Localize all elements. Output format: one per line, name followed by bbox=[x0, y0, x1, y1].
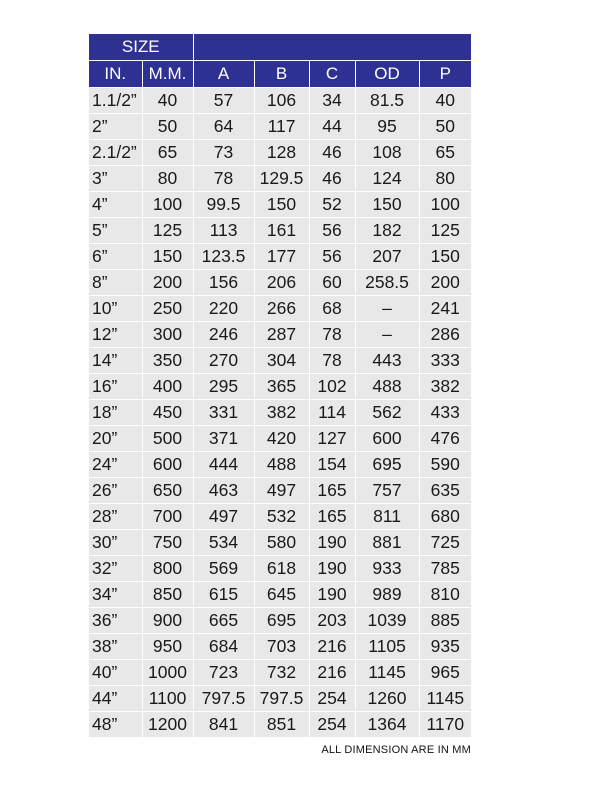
size-header: SIZE bbox=[89, 34, 193, 61]
cell-p: 1170 bbox=[419, 712, 471, 738]
cell-b: 304 bbox=[254, 348, 309, 374]
cell-mm: 700 bbox=[142, 504, 193, 530]
cell-b: 161 bbox=[254, 218, 309, 244]
cell-in: 3” bbox=[89, 166, 142, 192]
column-header-c: C bbox=[309, 61, 355, 88]
cell-in: 20” bbox=[89, 426, 142, 452]
cell-b: 365 bbox=[254, 374, 309, 400]
table-row bbox=[89, 270, 471, 296]
cell-b: 128 bbox=[254, 140, 309, 166]
cell-c: 78 bbox=[309, 322, 355, 348]
cell-c: 190 bbox=[309, 582, 355, 608]
header-row-columns bbox=[89, 61, 471, 88]
cell-p: 476 bbox=[419, 426, 471, 452]
cell-c: 46 bbox=[309, 166, 355, 192]
cell-mm: 350 bbox=[142, 348, 193, 374]
cell-a: 463 bbox=[193, 478, 254, 504]
cell-a: 723 bbox=[193, 660, 254, 686]
cell-c: 56 bbox=[309, 218, 355, 244]
cell-mm: 1000 bbox=[142, 660, 193, 686]
cell-mm: 800 bbox=[142, 556, 193, 582]
cell-mm: 300 bbox=[142, 322, 193, 348]
table-row bbox=[89, 452, 471, 478]
cell-p: 810 bbox=[419, 582, 471, 608]
cell-mm: 150 bbox=[142, 244, 193, 270]
cell-in: 6” bbox=[89, 244, 142, 270]
cell-od: 488 bbox=[355, 374, 419, 400]
cell-a: 534 bbox=[193, 530, 254, 556]
cell-od: 150 bbox=[355, 192, 419, 218]
cell-b: 287 bbox=[254, 322, 309, 348]
cell-b: 732 bbox=[254, 660, 309, 686]
cell-mm: 1100 bbox=[142, 686, 193, 712]
cell-mm: 900 bbox=[142, 608, 193, 634]
cell-c: 60 bbox=[309, 270, 355, 296]
cell-od: 81.5 bbox=[355, 88, 419, 114]
cell-p: 935 bbox=[419, 634, 471, 660]
cell-od: 182 bbox=[355, 218, 419, 244]
cell-a: 569 bbox=[193, 556, 254, 582]
cell-p: 590 bbox=[419, 452, 471, 478]
cell-in: 34” bbox=[89, 582, 142, 608]
column-header-mm: M.M. bbox=[142, 61, 193, 88]
table-header bbox=[89, 34, 471, 88]
cell-p: 241 bbox=[419, 296, 471, 322]
cell-c: 56 bbox=[309, 244, 355, 270]
cell-in: 48” bbox=[89, 712, 142, 738]
cell-od: 600 bbox=[355, 426, 419, 452]
cell-b: 695 bbox=[254, 608, 309, 634]
table-row bbox=[89, 608, 471, 634]
cell-mm: 100 bbox=[142, 192, 193, 218]
cell-a: 156 bbox=[193, 270, 254, 296]
table-row bbox=[89, 530, 471, 556]
cell-p: 200 bbox=[419, 270, 471, 296]
cell-in: 1.1/2” bbox=[89, 88, 142, 114]
cell-od: 207 bbox=[355, 244, 419, 270]
cell-b: 420 bbox=[254, 426, 309, 452]
cell-p: 333 bbox=[419, 348, 471, 374]
cell-od: 811 bbox=[355, 504, 419, 530]
cell-p: 80 bbox=[419, 166, 471, 192]
cell-b: 851 bbox=[254, 712, 309, 738]
cell-a: 615 bbox=[193, 582, 254, 608]
cell-mm: 1200 bbox=[142, 712, 193, 738]
cell-in: 2” bbox=[89, 114, 142, 140]
cell-mm: 750 bbox=[142, 530, 193, 556]
cell-od: 108 bbox=[355, 140, 419, 166]
cell-p: 725 bbox=[419, 530, 471, 556]
cell-a: 246 bbox=[193, 322, 254, 348]
cell-c: 254 bbox=[309, 686, 355, 712]
cell-mm: 50 bbox=[142, 114, 193, 140]
cell-od: 1039 bbox=[355, 608, 419, 634]
table-row bbox=[89, 192, 471, 218]
cell-p: 635 bbox=[419, 478, 471, 504]
cell-od: 124 bbox=[355, 166, 419, 192]
cell-od: 695 bbox=[355, 452, 419, 478]
cell-p: 125 bbox=[419, 218, 471, 244]
cell-b: 532 bbox=[254, 504, 309, 530]
table-row bbox=[89, 166, 471, 192]
cell-mm: 650 bbox=[142, 478, 193, 504]
cell-p: 785 bbox=[419, 556, 471, 582]
cell-p: 286 bbox=[419, 322, 471, 348]
cell-p: 433 bbox=[419, 400, 471, 426]
cell-in: 30” bbox=[89, 530, 142, 556]
cell-b: 129.5 bbox=[254, 166, 309, 192]
cell-c: 34 bbox=[309, 88, 355, 114]
cell-mm: 600 bbox=[142, 452, 193, 478]
cell-p: 65 bbox=[419, 140, 471, 166]
table-row bbox=[89, 114, 471, 140]
cell-p: 40 bbox=[419, 88, 471, 114]
cell-in: 10” bbox=[89, 296, 142, 322]
cell-a: 331 bbox=[193, 400, 254, 426]
cell-c: 78 bbox=[309, 348, 355, 374]
cell-c: 203 bbox=[309, 608, 355, 634]
cell-od: 562 bbox=[355, 400, 419, 426]
cell-od: 757 bbox=[355, 478, 419, 504]
cell-p: 50 bbox=[419, 114, 471, 140]
table-row bbox=[89, 218, 471, 244]
cell-b: 106 bbox=[254, 88, 309, 114]
cell-od: 1364 bbox=[355, 712, 419, 738]
cell-a: 270 bbox=[193, 348, 254, 374]
cell-a: 444 bbox=[193, 452, 254, 478]
table-row bbox=[89, 400, 471, 426]
table-row bbox=[89, 322, 471, 348]
cell-in: 16” bbox=[89, 374, 142, 400]
cell-od: 1105 bbox=[355, 634, 419, 660]
cell-od: 443 bbox=[355, 348, 419, 374]
cell-od: – bbox=[355, 296, 419, 322]
cell-a: 841 bbox=[193, 712, 254, 738]
table-row bbox=[89, 426, 471, 452]
table-row bbox=[89, 582, 471, 608]
cell-c: 127 bbox=[309, 426, 355, 452]
cell-mm: 450 bbox=[142, 400, 193, 426]
cell-od: 1260 bbox=[355, 686, 419, 712]
cell-p: 965 bbox=[419, 660, 471, 686]
cell-in: 12” bbox=[89, 322, 142, 348]
cell-mm: 125 bbox=[142, 218, 193, 244]
cell-od: 881 bbox=[355, 530, 419, 556]
cell-c: 190 bbox=[309, 530, 355, 556]
cell-mm: 250 bbox=[142, 296, 193, 322]
cell-a: 113 bbox=[193, 218, 254, 244]
cell-mm: 200 bbox=[142, 270, 193, 296]
cell-p: 150 bbox=[419, 244, 471, 270]
cell-c: 254 bbox=[309, 712, 355, 738]
cell-c: 154 bbox=[309, 452, 355, 478]
cell-mm: 80 bbox=[142, 166, 193, 192]
cell-a: 497 bbox=[193, 504, 254, 530]
cell-in: 38” bbox=[89, 634, 142, 660]
cell-od: – bbox=[355, 322, 419, 348]
table-row bbox=[89, 478, 471, 504]
dimension-table bbox=[89, 34, 471, 738]
cell-a: 123.5 bbox=[193, 244, 254, 270]
table-row bbox=[89, 348, 471, 374]
cell-b: 382 bbox=[254, 400, 309, 426]
cell-p: 885 bbox=[419, 608, 471, 634]
column-header-od: OD bbox=[355, 61, 419, 88]
cell-c: 44 bbox=[309, 114, 355, 140]
cell-p: 382 bbox=[419, 374, 471, 400]
cell-b: 703 bbox=[254, 634, 309, 660]
cell-c: 114 bbox=[309, 400, 355, 426]
cell-mm: 850 bbox=[142, 582, 193, 608]
cell-od: 933 bbox=[355, 556, 419, 582]
cell-a: 220 bbox=[193, 296, 254, 322]
cell-in: 24” bbox=[89, 452, 142, 478]
cell-od: 989 bbox=[355, 582, 419, 608]
table-row bbox=[89, 374, 471, 400]
cell-b: 645 bbox=[254, 582, 309, 608]
cell-a: 295 bbox=[193, 374, 254, 400]
cell-b: 580 bbox=[254, 530, 309, 556]
cell-b: 206 bbox=[254, 270, 309, 296]
cell-in: 28” bbox=[89, 504, 142, 530]
table-row bbox=[89, 634, 471, 660]
table-row bbox=[89, 244, 471, 270]
cell-in: 26” bbox=[89, 478, 142, 504]
cell-mm: 40 bbox=[142, 88, 193, 114]
footer-note: ALL DIMENSION ARE IN MM bbox=[321, 744, 471, 753]
header-row-top bbox=[89, 34, 471, 61]
cell-in: 44” bbox=[89, 686, 142, 712]
cell-mm: 400 bbox=[142, 374, 193, 400]
cell-c: 52 bbox=[309, 192, 355, 218]
cell-c: 216 bbox=[309, 660, 355, 686]
cell-a: 73 bbox=[193, 140, 254, 166]
cell-in: 8” bbox=[89, 270, 142, 296]
cell-a: 684 bbox=[193, 634, 254, 660]
table-row bbox=[89, 712, 471, 738]
cell-a: 57 bbox=[193, 88, 254, 114]
cell-p: 1145 bbox=[419, 686, 471, 712]
table-row bbox=[89, 504, 471, 530]
cell-b: 618 bbox=[254, 556, 309, 582]
table-row bbox=[89, 140, 471, 166]
cell-p: 100 bbox=[419, 192, 471, 218]
cell-b: 488 bbox=[254, 452, 309, 478]
cell-a: 665 bbox=[193, 608, 254, 634]
cell-c: 46 bbox=[309, 140, 355, 166]
blank-header bbox=[193, 34, 471, 61]
cell-mm: 950 bbox=[142, 634, 193, 660]
cell-mm: 500 bbox=[142, 426, 193, 452]
column-header-b: B bbox=[254, 61, 309, 88]
cell-b: 266 bbox=[254, 296, 309, 322]
cell-a: 78 bbox=[193, 166, 254, 192]
cell-c: 68 bbox=[309, 296, 355, 322]
cell-od: 1145 bbox=[355, 660, 419, 686]
cell-b: 117 bbox=[254, 114, 309, 140]
column-header-a: A bbox=[193, 61, 254, 88]
cell-c: 165 bbox=[309, 504, 355, 530]
column-header-in: IN. bbox=[89, 61, 142, 88]
cell-in: 5” bbox=[89, 218, 142, 244]
cell-in: 32” bbox=[89, 556, 142, 582]
cell-in: 40” bbox=[89, 660, 142, 686]
cell-in: 4” bbox=[89, 192, 142, 218]
cell-in: 36” bbox=[89, 608, 142, 634]
cell-b: 150 bbox=[254, 192, 309, 218]
table-row bbox=[89, 88, 471, 114]
cell-a: 797.5 bbox=[193, 686, 254, 712]
cell-a: 371 bbox=[193, 426, 254, 452]
cell-in: 18” bbox=[89, 400, 142, 426]
cell-od: 95 bbox=[355, 114, 419, 140]
cell-c: 102 bbox=[309, 374, 355, 400]
table-row bbox=[89, 686, 471, 712]
cell-in: 14” bbox=[89, 348, 142, 374]
table-row bbox=[89, 556, 471, 582]
table-row bbox=[89, 660, 471, 686]
table-row bbox=[89, 296, 471, 322]
table-body bbox=[89, 88, 471, 738]
cell-b: 177 bbox=[254, 244, 309, 270]
cell-a: 64 bbox=[193, 114, 254, 140]
cell-b: 797.5 bbox=[254, 686, 309, 712]
cell-c: 216 bbox=[309, 634, 355, 660]
cell-c: 165 bbox=[309, 478, 355, 504]
cell-od: 258.5 bbox=[355, 270, 419, 296]
cell-c: 190 bbox=[309, 556, 355, 582]
cell-a: 99.5 bbox=[193, 192, 254, 218]
cell-p: 680 bbox=[419, 504, 471, 530]
column-header-p: P bbox=[419, 61, 471, 88]
cell-in: 2.1/2” bbox=[89, 140, 142, 166]
cell-mm: 65 bbox=[142, 140, 193, 166]
cell-b: 497 bbox=[254, 478, 309, 504]
